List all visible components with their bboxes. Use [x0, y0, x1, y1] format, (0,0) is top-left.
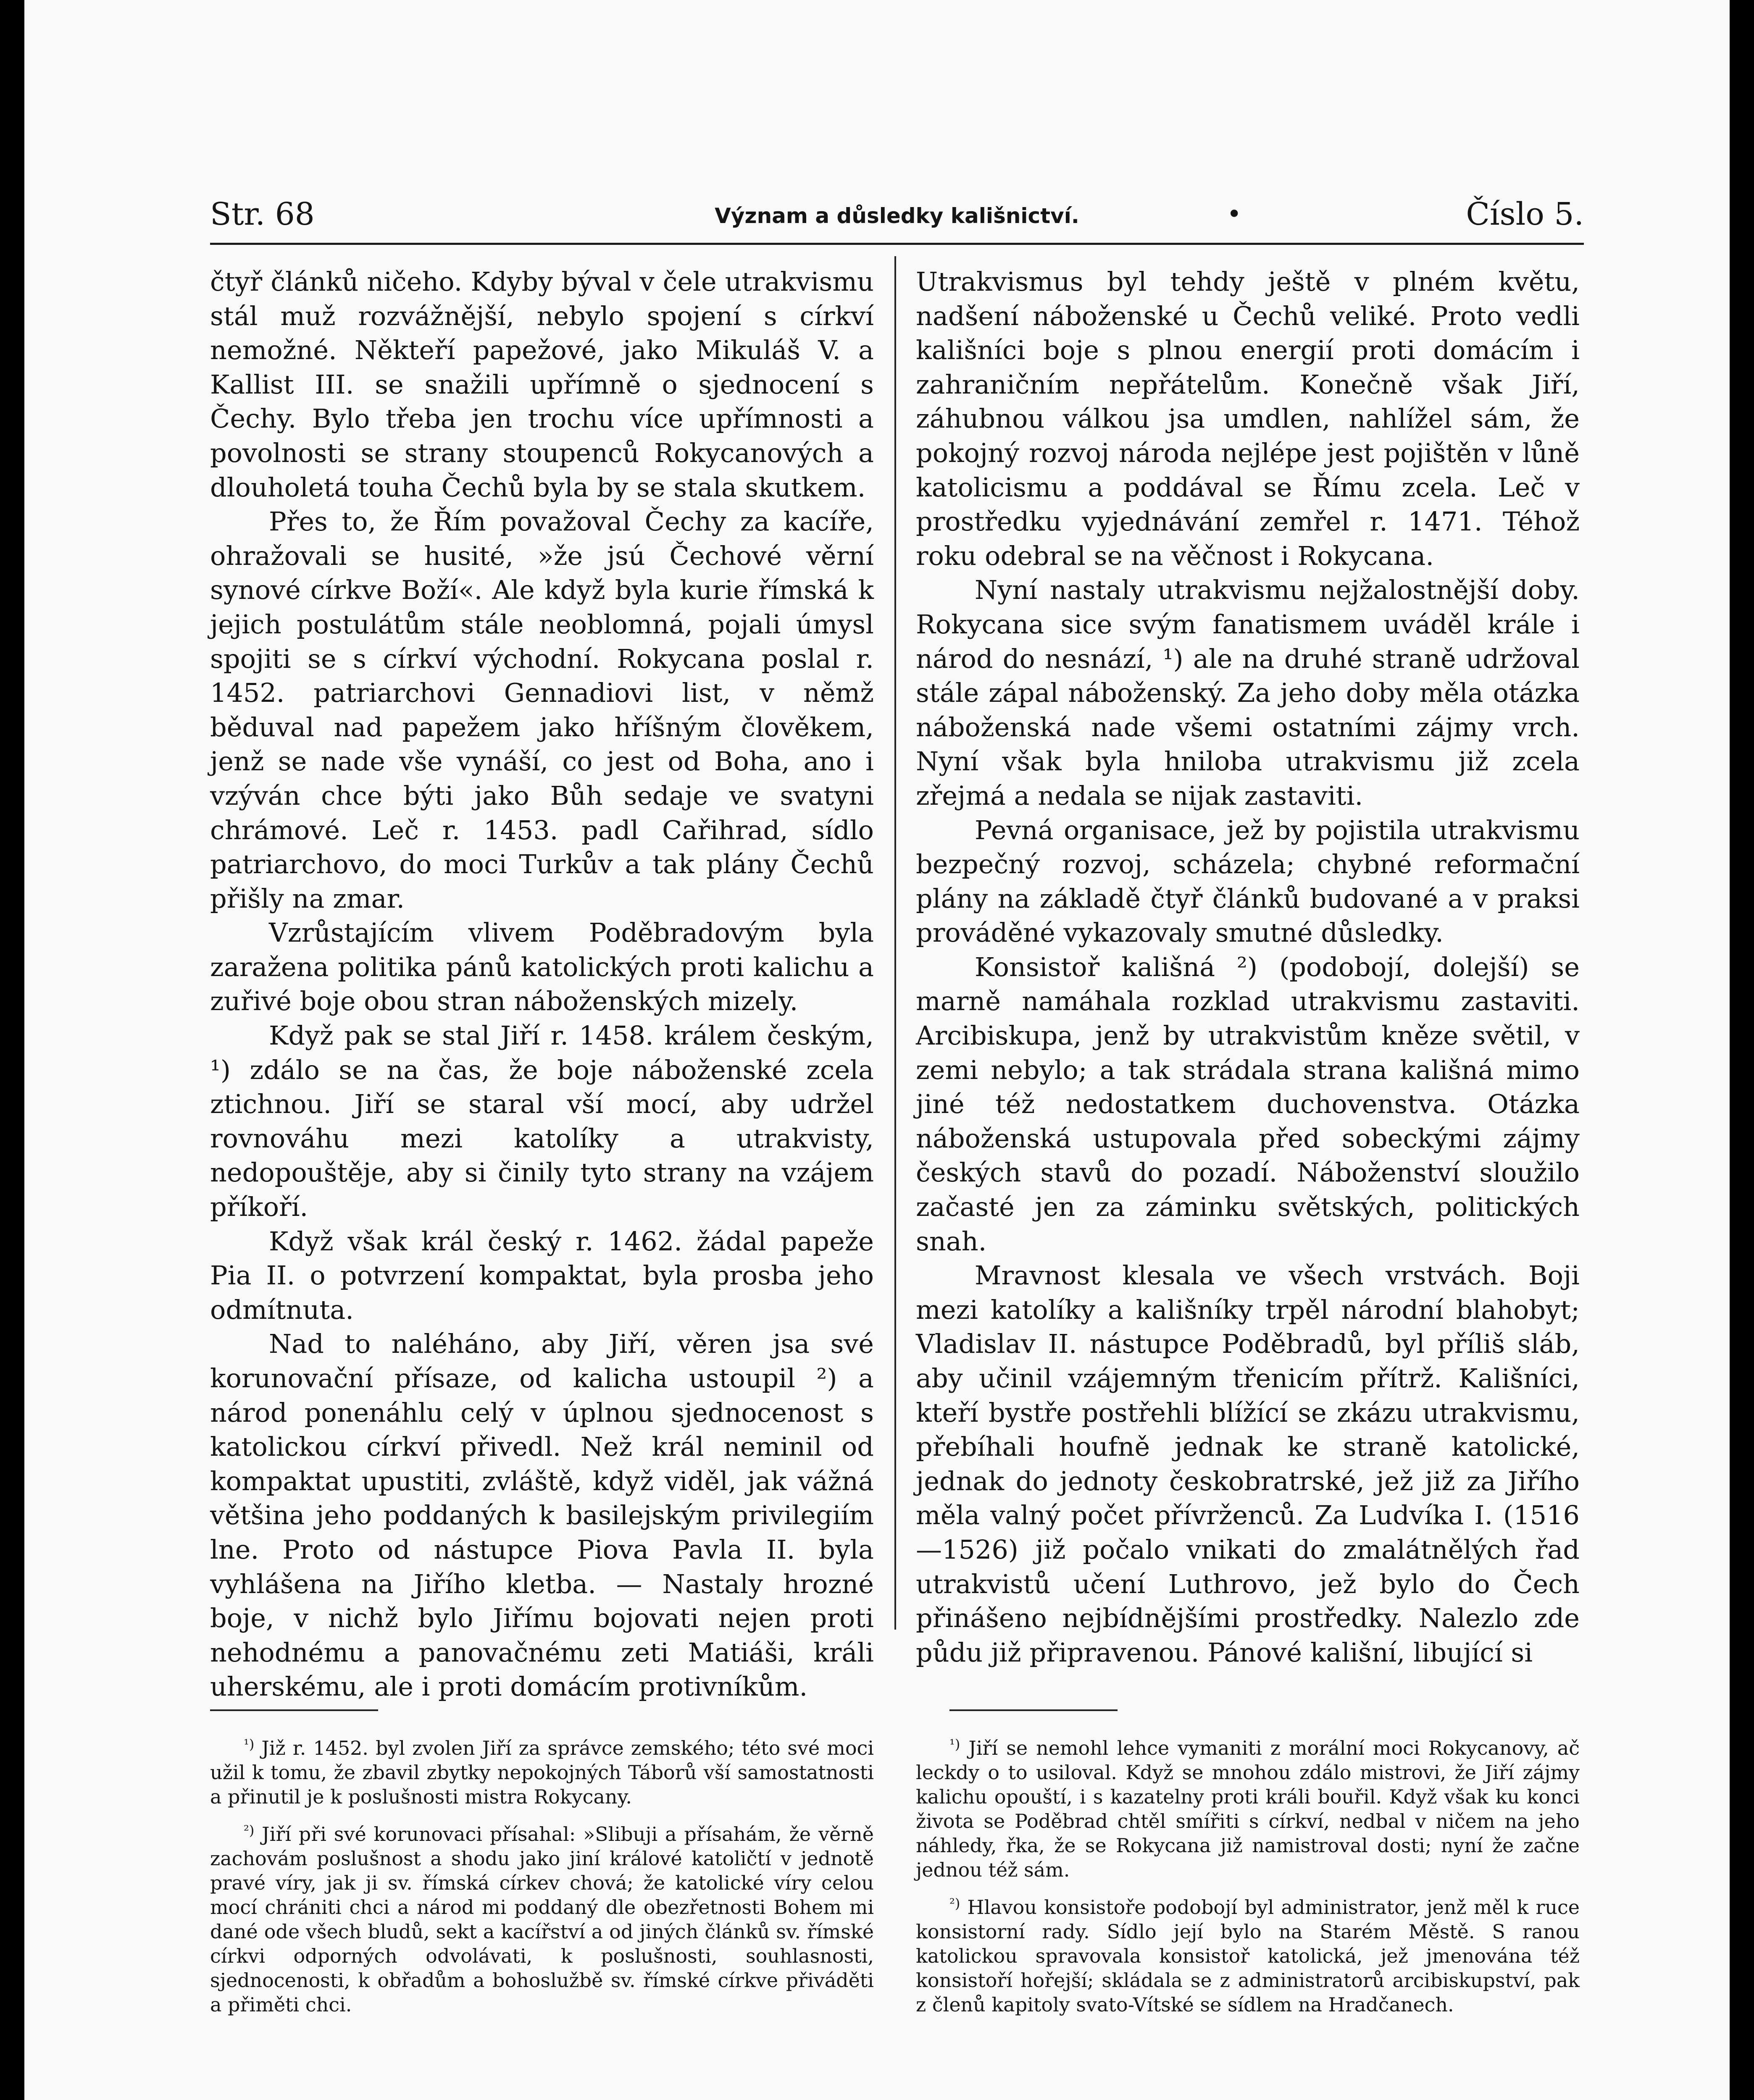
right-footnotes [916, 1732, 1580, 2017]
footnote [210, 1732, 874, 1809]
left-column-body [210, 265, 874, 1702]
column-divider [894, 256, 896, 1630]
paragraph: Pevná organisace, jež by pojistila utrakvismu bezpečný rozvoj, scházela; chybné reformační plány na základě čtyř článků budované a v praksi prováděné vykazovaly smutné důsledky. [916, 814, 1580, 948]
paragraph: Utrakvismus byl tehdy ještě v plném květu, nadšení náboženské u Čechů veliké. Proto vedli kališníci boje s plnou energií proti domácím i zahraničním nepřátelům. Konečně však Jiří, záhubnou válkou jsa umdlen, nahlížel sám, že pokojný rozvoj národa nejlépe jest pojištěn v lůně katolicismu a poddával se Římu zcela. Leč v prostředku vyjednávání zemřel r. 1471. Téhož roku odebral se na věčnost i Rokycana. [916, 266, 1580, 571]
paragraph: Nyní nastaly utrakvismu nejžalostnější doby. Rokycana sice svým fanatismem uváděl krále i národ do nesnází, ¹) ale na druhé straně udržoval stále zápal náboženský. Za jeho doby měla otázka náboženská nade všemi ostatními zájmy vrch. Nyní však byla hniloba utrakvismu již zcela zřejmá a nedala se nijak zastaviti. [916, 575, 1580, 811]
footnote [210, 1818, 874, 2017]
footnote-rule [949, 1709, 1118, 1711]
header-rule [210, 243, 1584, 245]
footnote [916, 1891, 1580, 2017]
footnote-text: Již r. 1452. byl zvolen Jiří za správce zemského; této své moci užil k tomu, že zbavil zbytky nepokojných Táborů vší samostatnosti a přinutil je k poslušnosti mistra Rokycany. [210, 1737, 874, 1808]
paragraph: Přes to, že Řím považoval Čechy za kacíře, ohražovali se husité, »že jsú Čechové věrní synové církve Boží«. Ale když byla kurie římská k jejich postulátům stále neoblomná, pojali úmysl spojiti se s církví východní. Rokycana poslal r. 1452. patriarchovi Gennadiovi list, v němž běduval nad papežem jako hříšným člověkem, jenž se nade vše vynáší, co jest od Boha, ano i vzýván chce býti jako Bůh sedaje ve svatyni chrámové. Leč r. 1453. padl Cařihrad, sídlo patriarchovo, do moci Turkův a tak plány Čechů přišly na zmar. [210, 506, 874, 914]
left-footnotes [210, 1732, 874, 2017]
page-number: Str. 68 [210, 196, 315, 232]
running-title: Význam a důsledky kališnictví. [715, 204, 1079, 228]
paragraph: Když pak se stal Jiří r. 1458. králem českým, ¹) zdálo se na čas, že boje náboženské zcela ztichnou. Jiří se staral vší mocí, aby udržel rovnováhu mezi katolíky a utrakvisty, nedopouštěje, aby si činily tyto strany na vzájem příkoří. [210, 1020, 874, 1223]
right-column [916, 265, 1580, 2026]
issue-number: Číslo 5. [1466, 196, 1584, 232]
scan-border-left [0, 0, 24, 2100]
footnote-mark: ¹) [949, 1736, 960, 1752]
footnote-text: Jiří se nemohl lehce vymaniti z morální moci Rokycanovy, ač leckdy o to usiloval. Když se mnohou zdálo mistrovi, že Jiří zájmy kalichu opouští, i s kazatelny proti králi bouřil. Když však ku konci života se Poděbrad chtěl smířiti s církví, nedbal v ničem na jeho náhledy, řka, že se Rokycana již namistroval dosti; nyní že začne jednou též sám. [916, 1737, 1580, 1881]
footnote-rule [210, 1709, 378, 1711]
header-bullet: • [1227, 200, 1242, 229]
footnote-text: Hlavou konsistoře podobojí byl administrator, jenž měl k ruce konsistorní rady. Sídlo její bylo na Starém Městě. S ranou katolickou spravovala konsistoř katolická, jež jmenována též konsistoří hořejší; skládala se z administratorů arcibiskupství, pak z členů kapitoly svato-Vítské se sídlem na Hradčanech. [916, 1896, 1580, 2016]
page [210, 193, 1584, 2100]
footnote-mark: ¹) [244, 1736, 255, 1752]
footnote-mark: ²) [244, 1822, 255, 1838]
footnote-text: Jiří při své korunovaci přísahal: »Slibuji a přísahám, že věrně zachovám poslušnost a shodu jako jiní králové katoličtí v jednotě pravé víry, jak ji sv. římská církev chová; že katolické víry celou mocí chrániti chci a národ mi poddaný dle obezřetnosti Bohem mi dané ode všech bludů, sekt a kacířství a od jiných článků sv. římské církvi odporných odvolávati, k poslušnosti, souhlasnosti, sjednocenosti, k obřadům a bohoslužbě sv. římské církve přiváděti a přiměti chci. [210, 1823, 874, 2016]
footnote [916, 1732, 1580, 1882]
right-column-body [916, 265, 1580, 1676]
scan-border-right [1730, 0, 1754, 2100]
paragraph: Nad to naléháno, aby Jiří, věren jsa své korunovační přísaze, od kalicha ustoupil ²) a národ ponenáhlu celý v úplnou sjednocenost s katolickou církví přivedl. Než král neminil od kompaktat upustiti, zvláště, když viděl, jak vážná většina jeho poddaných k basilejským privilegiím lne. Proto od nástupce Piova Pavla II. byla vyhlášena na Jiřího kletba. — Nastaly hrozné boje, v nichž bylo Jiřímu bojovati nejen proti nehodnému a panovačnému zeti Matiáši, králi uherskému, ale i proti domácím protivníkům. [210, 1328, 874, 1702]
footnote-mark: ²) [949, 1895, 960, 1911]
paragraph: Když však král český r. 1462. žádal papeže Pia II. o potvrzení kompaktat, byla prosba jeho odmítnuta. [210, 1226, 874, 1325]
running-head [210, 193, 1584, 239]
paragraph: Konsistoř kališná ²) (podobojí, dolejší) se marně namáhala rozklad utrakvismu zastaviti. Arcibiskupa, jenž by utrakvistům kněze světil, v zemi nebylo; a tak strádala strana kališná mimo jiné též nedostatkem duchovenstva. Otázka náboženská ustupovala před sobeckými zájmy českých stavů do pozadí. Náboženství sloužilo začasté jen za záminku světských, politických snah. [916, 951, 1580, 1257]
paragraph: Vzrůstajícím vlivem Poděbradovým byla zaražena politika pánů katolických proti kalichu a zuřivé boje obou stran náboženských mizely. [210, 917, 874, 1017]
left-column [210, 265, 874, 2026]
paragraph: Mravnost klesala ve všech vrstvách. Boji mezi katolíky a kališníky trpěl národní blahobyt; Vladislav II. nástupce Poděbradů, byl příliš sláb, aby učinil vzájemným třenicím přítrž. Kališníci, kteří bystře postřehli blížící se zkázu utrakvismu, přebíhali houfně jednak ke straně katolické, jednak do jednoty českobratrské, jež již za Jiřího měla valný počet přívrženců. Za Ludvíka I. (1516—1526) již počalo vnikati do zmalátnělých řad utrakvistů učení Luthrovo, jež bylo do Čech přinášeno nejbídnějšími prostředky. Nalezlo zde půdu již připravenou. Pánové kališní, libující si [916, 1260, 1580, 1668]
paragraph: čtyř článků ničeho. Kdyby býval v čele utrakvismu stál muž rozvážnější, nebylo spojení s církví nemožné. Někteří papežové, jako Mikuláš V. a Kallist III. se snažili upřímně o sjednocení s Čechy. Bylo třeba jen trochu více upřímnosti a povolnosti se strany stoupenců Rokycanových a dlouholetá touha Čechů byla by se stala skutkem. [210, 266, 874, 503]
